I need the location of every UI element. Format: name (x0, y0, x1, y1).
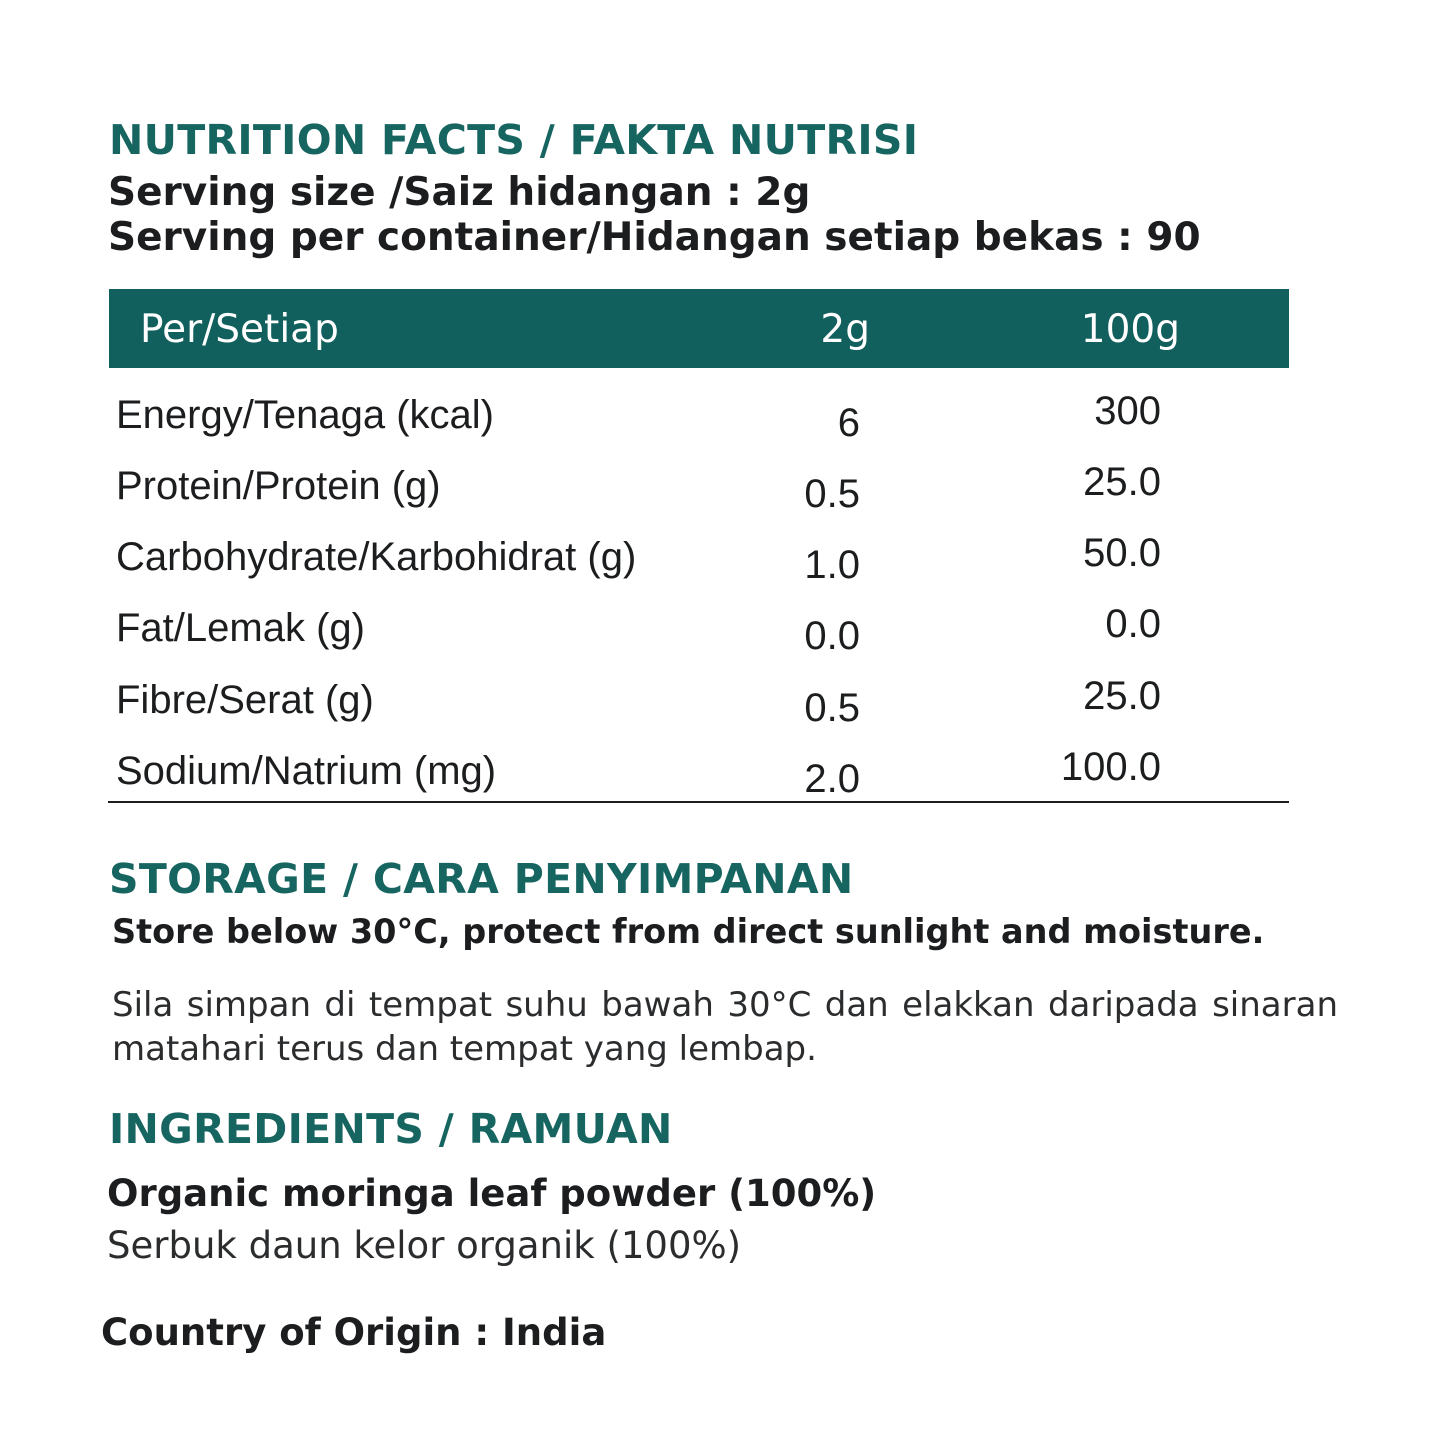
storage-instructions-english: Store below 30°C, protect from direct sunlight and moisture. (112, 912, 1265, 951)
per-serving-value: 1.0 (804, 543, 860, 587)
per-serving-value: 0.5 (804, 686, 860, 730)
storage-instructions-malay: Sila simpan di tempat suhu bawah 30°C dan elakkan daripada sinaran matahari terus dan tempat yang lembap. (112, 985, 1338, 1069)
per-100g-value: 50.0 (1083, 531, 1161, 575)
header-per-100g: 100g (1080, 307, 1180, 352)
header-per-serving: 2g (820, 307, 870, 352)
per-100g-value: 300 (1094, 389, 1161, 433)
country-of-origin: Country of Origin : India (101, 1311, 607, 1354)
storage-heading: STORAGE / CARA PENYIMPANAN (109, 855, 854, 903)
per-serving-value: 0.0 (804, 614, 860, 658)
nutrient-label: Energy/Tenaga (kcal) (116, 393, 494, 437)
table-row-protein (109, 460, 1289, 516)
ingredients-malay: Serbuk daun kelor organik (100%) (107, 1224, 742, 1267)
header-per-label: Per/Setiap (140, 307, 339, 352)
per-100g-value: 0.0 (1105, 602, 1161, 646)
per-serving-value: 0.5 (804, 472, 860, 516)
per-100g-value: 100.0 (1060, 745, 1161, 789)
table-bottom-rule (108, 801, 1289, 803)
per-100g-value: 25.0 (1083, 674, 1161, 718)
per-serving-value: 6 (837, 401, 860, 445)
servings-per-container: Serving per container/Hidangan setiap bekas : 90 (108, 215, 1201, 260)
nutrition-table-header (109, 289, 1289, 368)
per-serving-value: 2.0 (804, 757, 860, 801)
nutrition-facts-heading: NUTRITION FACTS / FAKTA NUTRISI (109, 116, 919, 164)
nutrient-label: Carbohydrate/Karbohidrat (g) (116, 535, 637, 579)
nutrient-label: Protein/Protein (g) (116, 464, 441, 508)
table-row-fat (109, 602, 1289, 658)
nutrient-label: Fat/Lemak (g) (116, 606, 365, 650)
table-row-sodium (109, 745, 1289, 801)
nutrient-label: Fibre/Serat (g) (116, 678, 374, 722)
per-100g-value: 25.0 (1083, 460, 1161, 504)
ingredients-english: Organic moringa leaf powder (100%) (107, 1172, 877, 1215)
table-row-fibre (109, 674, 1289, 730)
nutrient-label: Sodium/Natrium (mg) (116, 749, 497, 793)
ingredients-heading: INGREDIENTS / RAMUAN (109, 1105, 673, 1153)
serving-size: Serving size /Saiz hidangan : 2g (108, 170, 811, 215)
table-row-energy (109, 389, 1289, 445)
table-row-carbohydrate (109, 531, 1289, 587)
